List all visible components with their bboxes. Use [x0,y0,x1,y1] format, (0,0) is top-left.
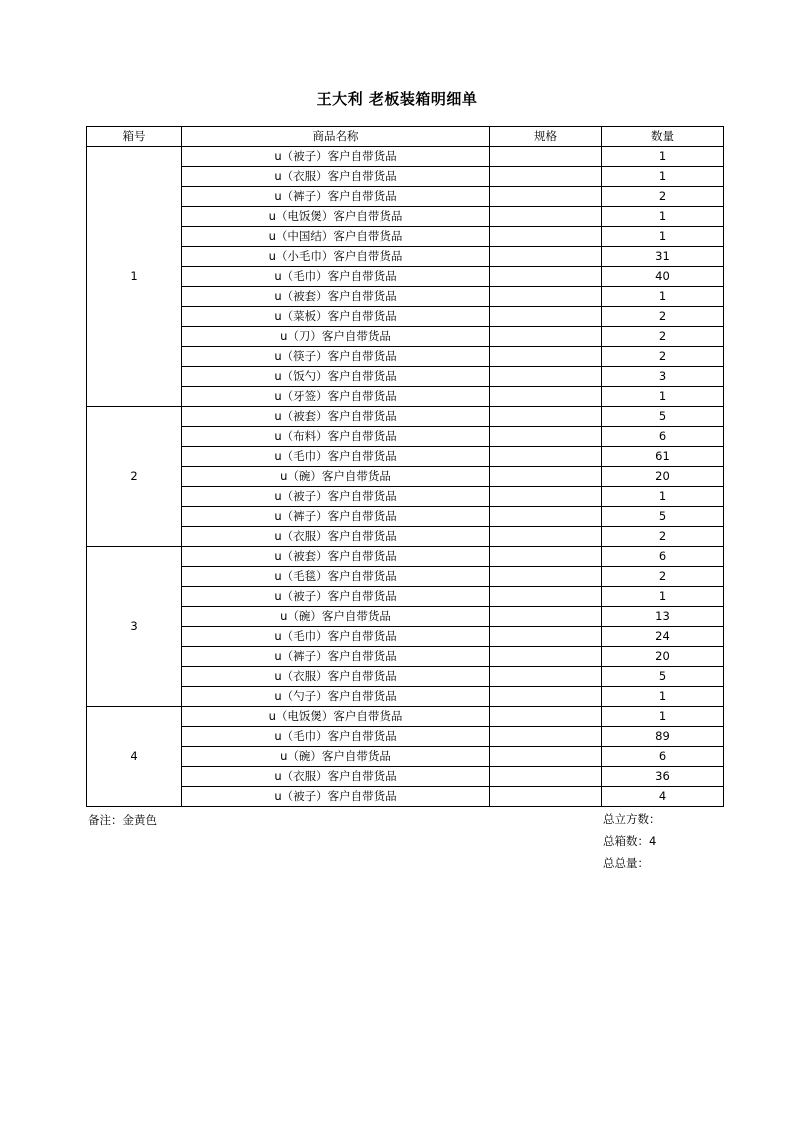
table-row [87,667,724,687]
table-row [87,267,724,287]
product-name-cell: u（饭勺）客户自带货品 [182,367,490,387]
spec-cell [490,627,602,647]
product-name-cell: u（衣服）客户自带货品 [182,767,490,787]
product-name-cell: u（被套）客户自带货品 [182,547,490,567]
product-name-cell: u（毛巾）客户自带货品 [182,447,490,467]
spec-cell [490,367,602,387]
quantity-cell: 6 [602,547,724,567]
quantity-cell: 5 [602,667,724,687]
header-product-name: 商品名称 [182,127,490,147]
table-row [87,467,724,487]
header-spec: 规格 [490,127,602,147]
product-name-cell: u（电饭煲）客户自带货品 [182,707,490,727]
table-row [87,627,724,647]
quantity-cell: 1 [602,487,724,507]
spec-cell [490,607,602,627]
quantity-cell: 6 [602,427,724,447]
quantity-cell: 13 [602,607,724,627]
table-row [87,447,724,467]
quantity-cell: 1 [602,387,724,407]
table-row [87,567,724,587]
product-name-cell: u（碗）客户自带货品 [182,747,490,767]
quantity-cell: 1 [602,207,724,227]
page-title: 王大利 老板装箱明细单 [316,90,478,108]
quantity-cell: 61 [602,447,724,467]
spec-cell [490,267,602,287]
product-name-cell: u（被套）客户自带货品 [182,407,490,427]
product-name-cell: u（被套）客户自带货品 [182,287,490,307]
remark-note: 备注：金黄色 [88,813,157,827]
quantity-cell: 3 [602,367,724,387]
spec-cell [490,387,602,407]
spec-cell [490,327,602,347]
table-row [87,207,724,227]
product-name-cell: u（碗）客户自带货品 [182,607,490,627]
quantity-cell: 2 [602,527,724,547]
spec-cell [490,727,602,747]
quantity-cell: 1 [602,687,724,707]
spec-cell [490,187,602,207]
box-number-cell: 2 [87,407,182,547]
spec-cell [490,407,602,427]
quantity-cell: 4 [602,787,724,807]
header-quantity: 数量 [602,127,724,147]
total-volume: 总立方数： [603,812,661,826]
table-row [87,327,724,347]
spec-cell [490,487,602,507]
spec-cell [490,307,602,327]
quantity-cell: 20 [602,647,724,667]
spec-cell [490,747,602,767]
spec-cell [490,587,602,607]
table-row [87,687,724,707]
product-name-cell: u（衣服）客户自带货品 [182,667,490,687]
product-name-cell: u（毛巾）客户自带货品 [182,627,490,647]
spec-cell [490,687,602,707]
product-name-cell: u（筷子）客户自带货品 [182,347,490,367]
quantity-cell: 40 [602,267,724,287]
product-name-cell: u（衣服）客户自带货品 [182,527,490,547]
product-name-cell: u（刀）客户自带货品 [182,327,490,347]
product-name-cell: u（被子）客户自带货品 [182,787,490,807]
product-name-cell: u（布料）客户自带货品 [182,427,490,447]
spec-cell [490,567,602,587]
spec-cell [490,427,602,447]
quantity-cell: 31 [602,247,724,267]
product-name-cell: u（小毛巾）客户自带货品 [182,247,490,267]
spec-cell [490,147,602,167]
table-row [87,707,724,727]
table-row [87,607,724,627]
quantity-cell: 1 [602,167,724,187]
quantity-cell: 1 [602,707,724,727]
table-row [87,187,724,207]
quantity-cell: 1 [602,587,724,607]
product-name-cell: u（被子）客户自带货品 [182,587,490,607]
spec-cell [490,647,602,667]
table-row [87,227,724,247]
total-weight: 总总量： [603,856,649,870]
table-row [87,727,724,747]
quantity-cell: 2 [602,347,724,367]
product-name-cell: u（电饭煲）客户自带货品 [182,207,490,227]
spec-cell [490,667,602,687]
spec-cell [490,527,602,547]
table-row [87,587,724,607]
spec-cell [490,787,602,807]
spec-cell [490,347,602,367]
spec-cell [490,767,602,787]
table-row [87,287,724,307]
product-name-cell: u（毛巾）客户自带货品 [182,727,490,747]
table-row [87,787,724,807]
header-box-number: 箱号 [87,127,182,147]
spec-cell [490,467,602,487]
spec-cell [490,287,602,307]
table-body [87,147,724,807]
box-number-cell: 4 [87,707,182,807]
quantity-cell: 5 [602,407,724,427]
product-name-cell: u（毛毯）客户自带货品 [182,567,490,587]
packing-list-table [86,126,724,807]
product-name-cell: u（毛巾）客户自带货品 [182,267,490,287]
quantity-cell: 1 [602,287,724,307]
spec-cell [490,207,602,227]
spec-cell [490,167,602,187]
table-row [87,487,724,507]
quantity-cell: 1 [602,147,724,167]
table-row [87,767,724,787]
quantity-cell: 2 [602,327,724,347]
spec-cell [490,447,602,467]
product-name-cell: u（菜板）客户自带货品 [182,307,490,327]
table-row [87,307,724,327]
table-row [87,527,724,547]
product-name-cell: u（被子）客户自带货品 [182,487,490,507]
product-name-cell: u（衣服）客户自带货品 [182,167,490,187]
product-name-cell: u（裤子）客户自带货品 [182,647,490,667]
table-row [87,167,724,187]
spec-cell [490,507,602,527]
table-row [87,367,724,387]
box-number-cell: 1 [87,147,182,407]
spec-cell [490,227,602,247]
box-number-cell: 3 [87,547,182,707]
summary-block [603,808,661,874]
quantity-cell: 5 [602,507,724,527]
quantity-cell: 1 [602,227,724,247]
table-row [87,547,724,567]
quantity-cell: 36 [602,767,724,787]
spec-cell [490,707,602,727]
product-name-cell: u（裤子）客户自带货品 [182,507,490,527]
table-row [87,147,724,167]
spec-cell [490,247,602,267]
product-name-cell: u（中国结）客户自带货品 [182,227,490,247]
table-row [87,427,724,447]
product-name-cell: u（牙签）客户自带货品 [182,387,490,407]
table-row [87,747,724,767]
quantity-cell: 2 [602,187,724,207]
product-name-cell: u（勺子）客户自带货品 [182,687,490,707]
quantity-cell: 89 [602,727,724,747]
total-box-count: 总箱数：4 [603,834,657,848]
table-row [87,347,724,367]
table-row [87,407,724,427]
quantity-cell: 6 [602,747,724,767]
quantity-cell: 24 [602,627,724,647]
table-header-row [87,127,724,147]
quantity-cell: 20 [602,467,724,487]
product-name-cell: u（被子）客户自带货品 [182,147,490,167]
spec-cell [490,547,602,567]
table-row [87,387,724,407]
table-row [87,507,724,527]
product-name-cell: u（裤子）客户自带货品 [182,187,490,207]
quantity-cell: 2 [602,567,724,587]
product-name-cell: u（碗）客户自带货品 [182,467,490,487]
table-row [87,647,724,667]
quantity-cell: 2 [602,307,724,327]
table-row [87,247,724,267]
